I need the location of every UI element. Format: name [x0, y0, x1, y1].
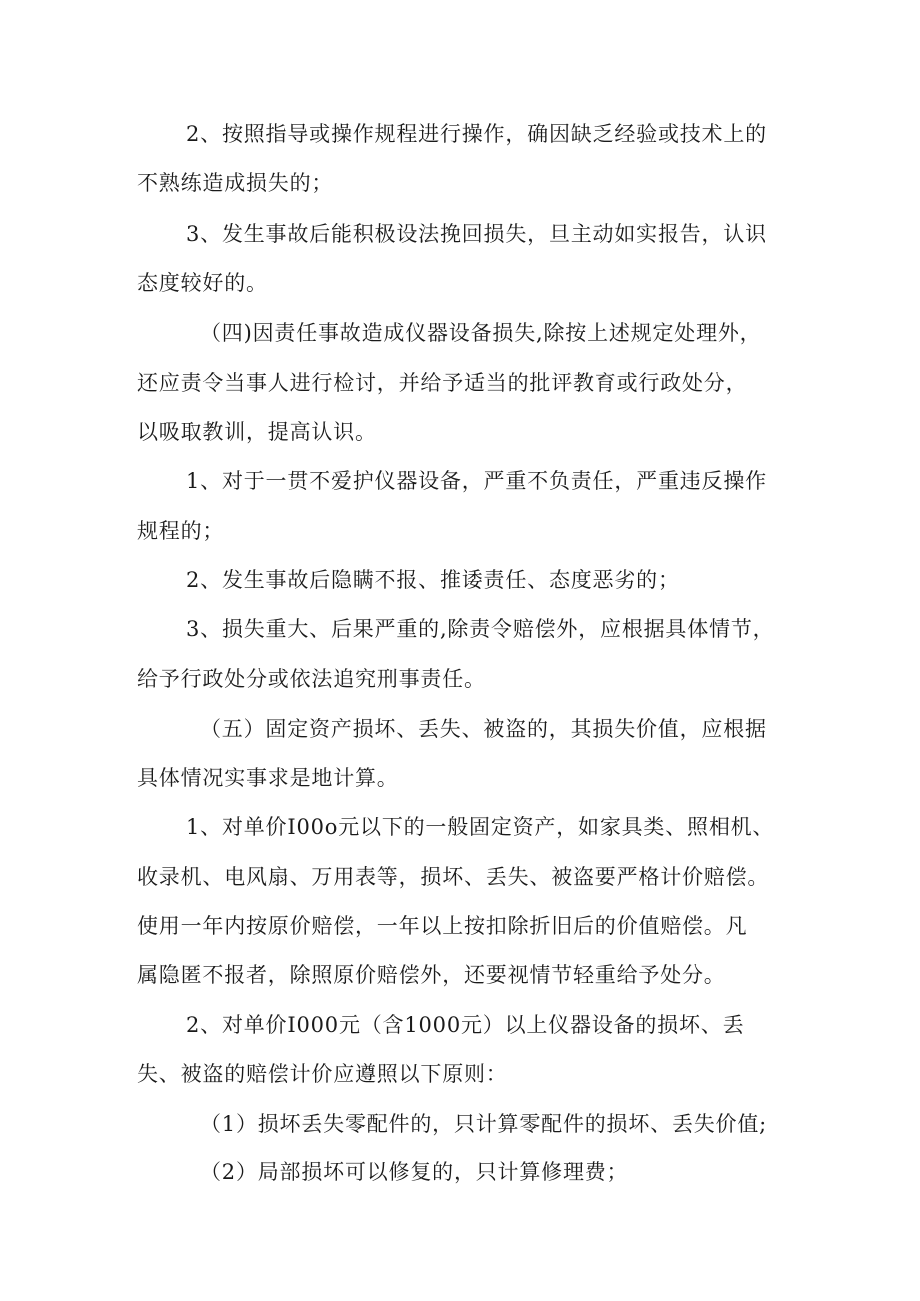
- paragraph-2-line-2: 态度较好的。: [137, 271, 268, 295]
- paragraph-8-line-2: 收录机、电风扇、万用表等，损坏、丢失、被盗要严格计价赔偿。: [137, 865, 770, 889]
- paragraph-9-line-1: 2、对单价I000元（含1000元）以上仪器设备的损坏、丢: [186, 1013, 745, 1037]
- paragraph-6-line-1: 3、损失重大、后果严重的,除责令赔偿外，应根据具体情节，: [186, 617, 775, 641]
- paragraph-8-line-4: 属隐匿不报者，除照原价赔偿外，还要视情节轻重给予处分。: [137, 963, 726, 987]
- paragraph-10-line-1: （1）损坏丢失零配件的，只计算零配件的损坏、丢失价值;: [200, 1112, 768, 1136]
- paragraph-7-line-1: （五）固定资产损坏、丢失、被盗的，其损失价值，应根据: [200, 717, 767, 741]
- paragraph-5-line-1: 2、发生事故后隐瞒不报、推诿责任、态度恶劣的；: [186, 568, 680, 592]
- paragraph-3-line-2: 还应责令当事人进行检讨，并给予适当的批评教育或行政处分，: [137, 371, 748, 395]
- paragraph-4-line-1: 1、对于一贯不爱护仪器设备，严重不负责任，严重违反操作: [186, 469, 767, 493]
- paragraph-8-line-3: 使用一年内按原价赔偿，一年以上按扣除折旧后的价值赔偿。凡: [137, 914, 748, 938]
- paragraph-8-line-1: 1、对单价I00o元以下的一般固定资产，如家具类、照相机、: [186, 815, 775, 839]
- paragraph-3-line-3: 以吸取教训，提高认识。: [137, 420, 377, 444]
- paragraph-11-line-1: （2）局部损坏可以修复的，只计算修理费；: [200, 1160, 629, 1184]
- paragraph-1-line-2: 不熟练造成损失的；: [137, 171, 334, 195]
- paragraph-2-line-1: 3、发生事故后能积极设法挽回损失，旦主动如实报告，认识: [186, 222, 767, 246]
- paragraph-4-line-2: 规程的；: [137, 519, 225, 543]
- paragraph-7-line-2: 具体情况实事求是地计算。: [137, 766, 399, 790]
- paragraph-6-line-2: 给予行政处分或依法追究刑事责任。: [137, 667, 486, 691]
- paragraph-3-line-1: （四)因责任事故造成仪器设备损失,除按上述规定处理外，: [200, 321, 762, 345]
- paragraph-1-line-1: 2、按照指导或操作规程进行操作，确因缺乏经验或技术上的: [186, 122, 767, 146]
- paragraph-9-line-2: 失、被盗的赔偿计价应遵照以下原则：: [137, 1062, 508, 1086]
